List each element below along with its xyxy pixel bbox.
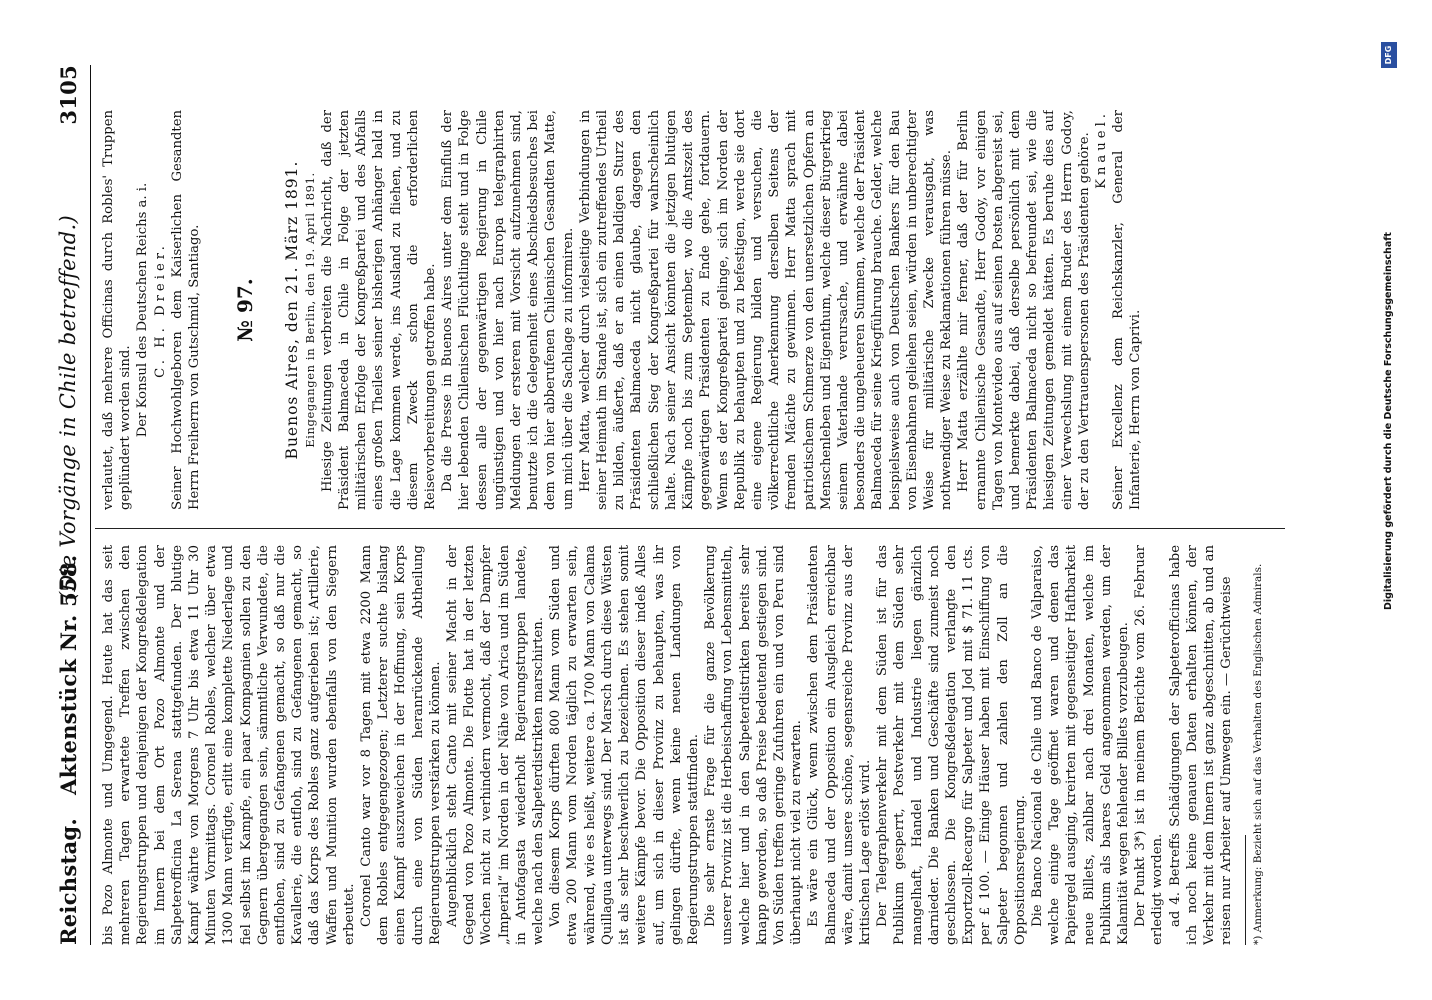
signature-title-1: Der Konsul des Deutschen Reichs a. i. xyxy=(135,182,151,438)
document-number: № 97. xyxy=(233,278,258,342)
right-paragraph-4: Herr Matta, welcher durch vielseitige Verbindungen in seiner Heimath im Stande ist, sich ein zutreffendes Urtheil zu bilden, äußerte, daß er an einen baldigen Sturz des Präsidenten Balmaceda nicht glaube, dagegen den schließlichen Sieg der Kongreßpartei für wahrscheinlich halte. Nach seiner Ansicht könnten die jetzigen blutigen Kämpfe noch bis zum September, wo die Amtszeit des gegenwärtigen Präsidenten zu Ende gehe, fortdauern. Wenn es der Kongreßpartei gelinge, sich im Norden der Republik zu behaupten und zu befestigen, werde sie dort eine eigene Regierung bilden und versuchen, die völkerrechtliche Anerkennung derselben Seitens der fremden Mächte zu gewinnen. Herr Matta sprach mit patriotischem Schmerze von den unersetzlichen Opfern an Menschenleben und Eigenthum, welche dieser Bürgerkrieg seinem Vaterlande verursache, und erwähnte dabei besonders die ungeheueren Summen, welche der Präsident Balmaceda für seine Kriegführung brauche. Gelder, welche beispielsweise auch von Deutschen Bankers für den Bau von Eisenbahnen geliehen seien, würden in unberechtigter Weise für militärische Zwecke verausgabt, was nothwendiger Weise zu Reklamationen führen müsse. xyxy=(577,110,955,510)
left-paragraph-5: Die sehr ernste Frage für die ganze Bevölkerung unserer Provinz ist die Herbeischaffung von Lebensmitteln, welche hier und in den Salpeterdistrikten bereits sehr knapp geworden, so daß Preise bedeutend gestiegen sind. Von Süden treffen geringe Zufuhren ein und von Peru sind überhaupt nicht viel zu erwarten. xyxy=(703,545,805,945)
signature-name-1: C. H. Dreier. xyxy=(152,242,168,378)
page-header xyxy=(50,65,91,945)
right-paragraph-1: verlautet, daß mehrere Officinas durch Robles' Truppen geplündert worden sind. xyxy=(101,110,134,510)
left-paragraph-9: Der Punkt 3*) ist in meinem Berichte vom 26. Februar erledigt worden. xyxy=(1133,545,1166,945)
closing-addressee: Seiner Excellenz dem Reichskanzler, General der Infanterie, Herrn von Caprivi. xyxy=(1111,110,1144,510)
header-left: Reichstag. xyxy=(56,818,81,945)
right-paragraph-2: Hiesige Zeitungen verbreiten die Nachricht, daß der Präsident Balmaceda in Chile in Folge der jetzten militärischen Erfolge der Kongreßpartei und des Abfalls eines großen Theiles seiner bisherigen Anhänger bald in die Lage kommen werde, ins Ausland zu fliehen, und zu diesem Zweck schon die erforderlichen Reisevorbereitungen getroffen habe. xyxy=(319,110,439,510)
left-paragraph-8: Die Banco Nacional de Chile und Banco de Valparaiso, welche einige Tage geöffnet waren und denen das Papiergeld ausging, kreirten mit gegenseitiger Haftbarkeit neue Billets, zahlbar nach drei Monaten, welche im Publikum als baares Geld angenommen werden, um der Kalamität wegen fehlender Billets vorzubeugen. xyxy=(1029,545,1131,945)
page-number: 3105 xyxy=(56,65,81,125)
left-paragraph-6: Es wäre ein Glück, wenn zwischen dem Präsidenten Balmaceda und der Opposition ein Ausgleich erreichbar wäre, damit unsere schöne, segensreiche Provinz aus der kritischen Lage erlöst wird. xyxy=(806,545,873,945)
right-paragraph-3: Da die Presse in Buenos Aires unter dem Einfluß der hier lebenden Chilenischen Flüchtlinge steht und in Folge dessen alle der gegenwärtigen Regierung in Chile ungünstigen und von hier nach Europa telegraphirten Meldungen der ersteren mit Vorsicht aufzunehmen sind, benutzte ich die Gelegenheit eines Abschiedsbesuches bei dem von hier abberufenen Chilenischen Gesandten Matte, um mich über die Sachlage zu informiren. xyxy=(440,110,576,510)
right-column xyxy=(100,110,1280,510)
column-divider xyxy=(95,528,1285,529)
funding-sidebar xyxy=(1378,0,1400,1000)
footnote: *) Anmerkung: Bezieht sich auf das Verhalten des Englischen Admirals. xyxy=(1252,563,1265,945)
footnote-rule xyxy=(1245,835,1246,945)
left-paragraph-3: Augenblicklich steht Canto mit seiner Macht in der Gegend von Pozo Almonte. Die Flotte hat in der letzten Wochen nicht zu verhindern vermocht, daß der Dampfer „Imperial“ im Norden in der Nähe von Arica und im Süden in Antofagasta wiederholt Regierungstruppen landete, welche nach den Salpeterdistrikten marschirten. xyxy=(445,545,547,945)
dfg-logo: DFG xyxy=(1381,42,1397,68)
funding-note: Digitalisierung gefördert durch die Deutsche Forschungsgemeinschaft xyxy=(1383,232,1394,610)
place-date: Buenos Aires, den 21. März 1891. xyxy=(283,160,302,460)
left-column xyxy=(100,545,1280,945)
header-subject: (Die Vorgänge in Chile betreffend.) xyxy=(56,215,80,600)
left-paragraph-7: Der Telegraphenverkehr mit dem Süden ist für das Publikum gesperrt, Postverkehr mit dem Süden sehr mangelhaft, Handel und Industrie liegen gänzlich darnieder. Die Banken und Geschäfte sind zumeist noch geschlossen. Die Kongreßdelegation verlangte den Exportzoll-Recargo für Salpeter und Jod mit $ 71. 11 cts. per £ 100. — Einige Häuser haben mit Einschiffung von Salpeter begonnen und zahlen den Zoll an die Oppositionsregierung. xyxy=(875,545,1028,945)
left-paragraph-10: ad 4. Betreffs Schädigungen der Salpeterofficinas habe ich noch keine genauen Daten erhalten können, der Verkehr mit dem Innern ist ganz abgeschnitten, ab und an reisen nur Arbeiter auf Umwegen ein. — Gerüchtweise xyxy=(1167,545,1235,945)
left-paragraph-1: bis Pozo Almonte und Umgegend. Heute hat das seit mehreren Tagen erwartete Treffen zwischen den Regierungstruppen und denjenigen der Kongreßdelegation im Innern bei dem Ort Pozo Almonte und der Salpeterofficina La Serena stattgefunden. Der blutige Kampf währte von Morgens 7 Uhr bis etwa 11 Uhr 30 Minuten Vormittags. Coronel Robles, welcher über etwa 1300 Mann verfügte, erlitt eine komplette Niederlage und fiel selbst im Kampfe, ein paar Kompagnien sollen zu den Gegnern übergegangen sein, sämmtliche Verwundete, die entflohen, sind zu Gefangenen gemacht, so daß nur die Kavallerie, die entfloh, sind zu Gefangenen gemacht, so daß das Korps des Robles ganz aufgerieben ist; Artillerie, Waffen und Munition wurden ebenfalls von den Siegern erbeutet. xyxy=(101,545,357,945)
addressee: Seiner Hochwohlgeboren dem Kaiserlichen Gesandten Herrn Freiherrn von Gutschmid, Santiago. xyxy=(169,110,203,510)
left-paragraph-2: Coronel Canto war vor 8 Tagen mit etwa 2200 Mann dem Robles entgegengezogen; Letzterer suchte bislang einen Kampf auszuweichen in der Hoffnung, sein Korps durch eine von Süden heranrückende Abtheilung Regierungstruppen verstärken zu können. xyxy=(359,545,443,945)
left-paragraph-4: Von diesem Korps dürften 800 Mann vom Süden und etwa 200 Mann vom Norden täglich zu erwarten sein, während, wie es heißt, weitere ca. 1700 Mann von Calama Quillagua unterwegs sind. Der Marsch durch diese Wüsten ist als sehr beschwerlich zu bezeichnen. Es stehen somit weitere Kämpfe bevor. Die Opposition dieser indeß Alles auf, um sich in dieser Provinz zu behaupten, was ihr gelingen dürfte, wenn keine neuen Landungen von Regierungstruppen stattfinden. xyxy=(548,545,701,945)
signature-name-2: Knauel. xyxy=(1093,110,1109,189)
header-document-number: Aktenstück Nr. 558. xyxy=(56,554,81,795)
received-date: Eingegangen in Berlin, den 19. April 1891. xyxy=(302,172,317,448)
right-paragraph-5: Herr Matta erzählte mir ferner, daß der für Berlin ernannte Chilenische Gesandte, Herr Godoy, vor einigen Tagen von Montevideo aus auf seinen Posten abgereist sei, und bemerkte dabei, daß derselbe persönlich mit dem Präsidenten Balmaceda nicht so befreundet sei, wie die hiesigen Zeitungen gemeldet hätten. Es beruhe dies auf einer Verwechslung mit einem Bruder des Herrn Godoy, der zu den Vertrauenspersonen des Präsidenten gehöre. xyxy=(956,110,1092,510)
